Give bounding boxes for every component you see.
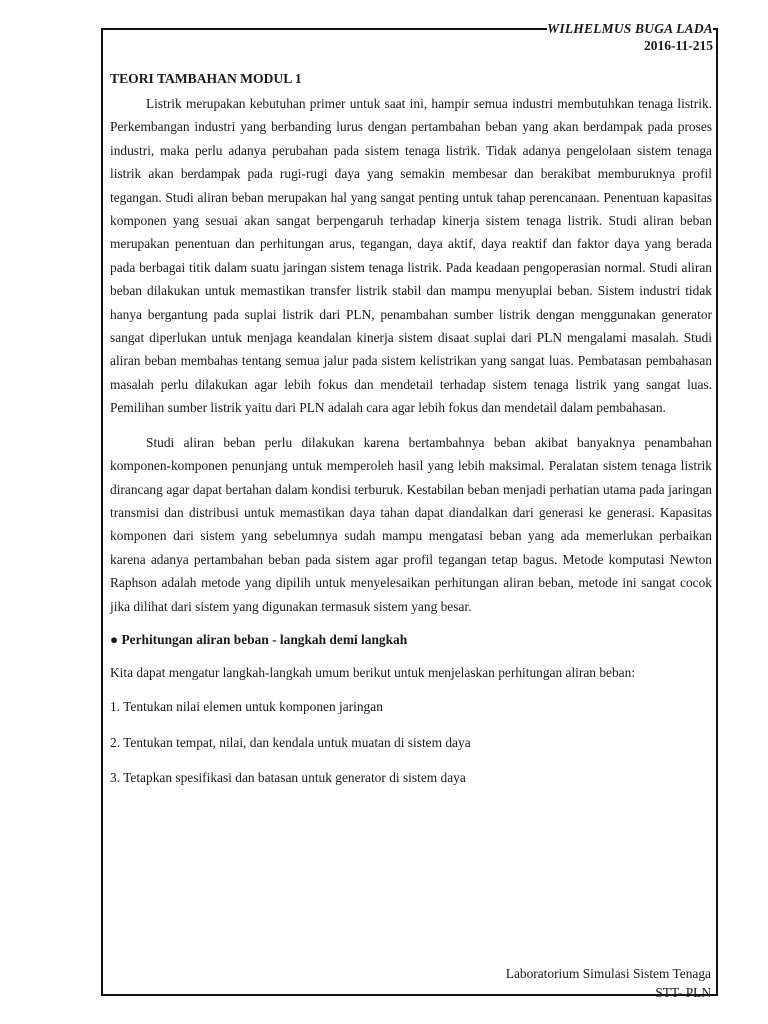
footer-institution: STT- PLN bbox=[655, 985, 711, 1000]
step-3: 3. Tetapkan spesifikasi dan batasan untuk generator di sistem daya bbox=[110, 770, 466, 786]
bullet-icon: ● bbox=[110, 631, 119, 647]
step-2: 2. Tentukan tempat, nilai, dan kendala untuk muatan di sistem daya bbox=[110, 734, 471, 750]
page-header bbox=[547, 20, 713, 54]
document-body bbox=[110, 69, 712, 802]
document-title: TEORI TAMBAHAN MODUL 1 bbox=[110, 71, 302, 86]
footer-lab-name: Laboratorium Simulasi Sistem Tenaga bbox=[505, 966, 711, 981]
paragraph-1: Listrik merupakan kebutuhan primer untuk saat ini, hampir semua industri membutuhkan tenaga listrik. Perkembangan industri yang berbanding lurus dengan pertambahan beban yang akan berdampak pada proses industri, maka perlu adanya perubahan pada sistem tenaga listrik. Tidak adanya pengelolaan sistem tenaga listrik akan berdampak pada rugi-rugi daya yang semakin membesar dan berakibat memburuknya profil tegangan. Studi aliran beban merupakan hal yang sangat penting untuk tahap perencanaan. Penentuan kapasitas komponen yang sesuai akan sangat berpengaruh terhadap kinerja sistem tenaga listrik. Studi aliran beban merupakan penentuan dan perhitungan arus, tegangan, daya aktif, daya reaktif dan faktor daya yang berada pada berbagai titik dalam suatu jaringan sistem tenaga listrik. Pada keadaan pengoperasian normal. Studi aliran beban dilakukan untuk memastikan transfer listrik stabil dan mampu menyuplai beban. Sistem industri tidak hanya bergantung pada suplai listrik dari PLN, penambahan sumber listrik dengan menggunakan generator sangat diperlukan untuk menjaga keandalan kinerja sistem disaat suplai dari PLN mengalami masalah. Studi aliran beban membahas tentang semua jalur pada sistem kelistrikan yang sangat luas. Pembatasan pembahasan masalah perlu dilakukan agar lebih fokus dan mendetail terhadap sistem tenaga listrik yang sangat luas. Pemilihan sumber listrik yaitu dari PLN adalah cara agar lebih fokus dan mendetail dalam pembahasan. bbox=[110, 96, 712, 416]
paragraph-2: Studi aliran beban perlu dilakukan karena bertambahnya beban akibat banyaknya penambahan komponen-komponen penunjang untuk memperoleh hasil yang lebih maksimal. Peralatan sistem tenaga listrik dirancang agar dapat bertahan dalam kondisi terburuk. Kestabilan beban menjadi perhatian utama pada jaringan transmisi dan distribusi untuk memastikan daya tahan dapat diandalkan dari generasi ke generasi. Kapasitas komponen dari sistem yang sebelumnya sudah mampu mengatasi beban yang ada memerlukan perbaikan karena adanya pertambahan beban pada sistem agar profil tegangan tetap bagus. Metode komputasi Newton Raphson adalah metode yang dipilih untuk menyelesaikan perhitungan aliran beban, metode ini sangat cocok jika dilihat dari sistem yang digunakan termasuk sistem yang besar. bbox=[110, 434, 712, 614]
step-1: 1. Tentukan nilai elemen untuk komponen jaringan bbox=[110, 699, 383, 715]
student-id: 2016-11-215 bbox=[644, 38, 713, 53]
author-name: WILHELMUS BUGA LADA bbox=[547, 21, 713, 36]
page-footer bbox=[506, 964, 711, 1002]
section-heading-text: Perhitungan aliran beban - langkah demi langkah bbox=[121, 631, 408, 647]
section-intro: Kita dapat mengatur langkah-langkah umum berikut untuk menjelaskan perhitungan aliran beban: bbox=[110, 664, 636, 680]
section-heading bbox=[110, 630, 712, 650]
